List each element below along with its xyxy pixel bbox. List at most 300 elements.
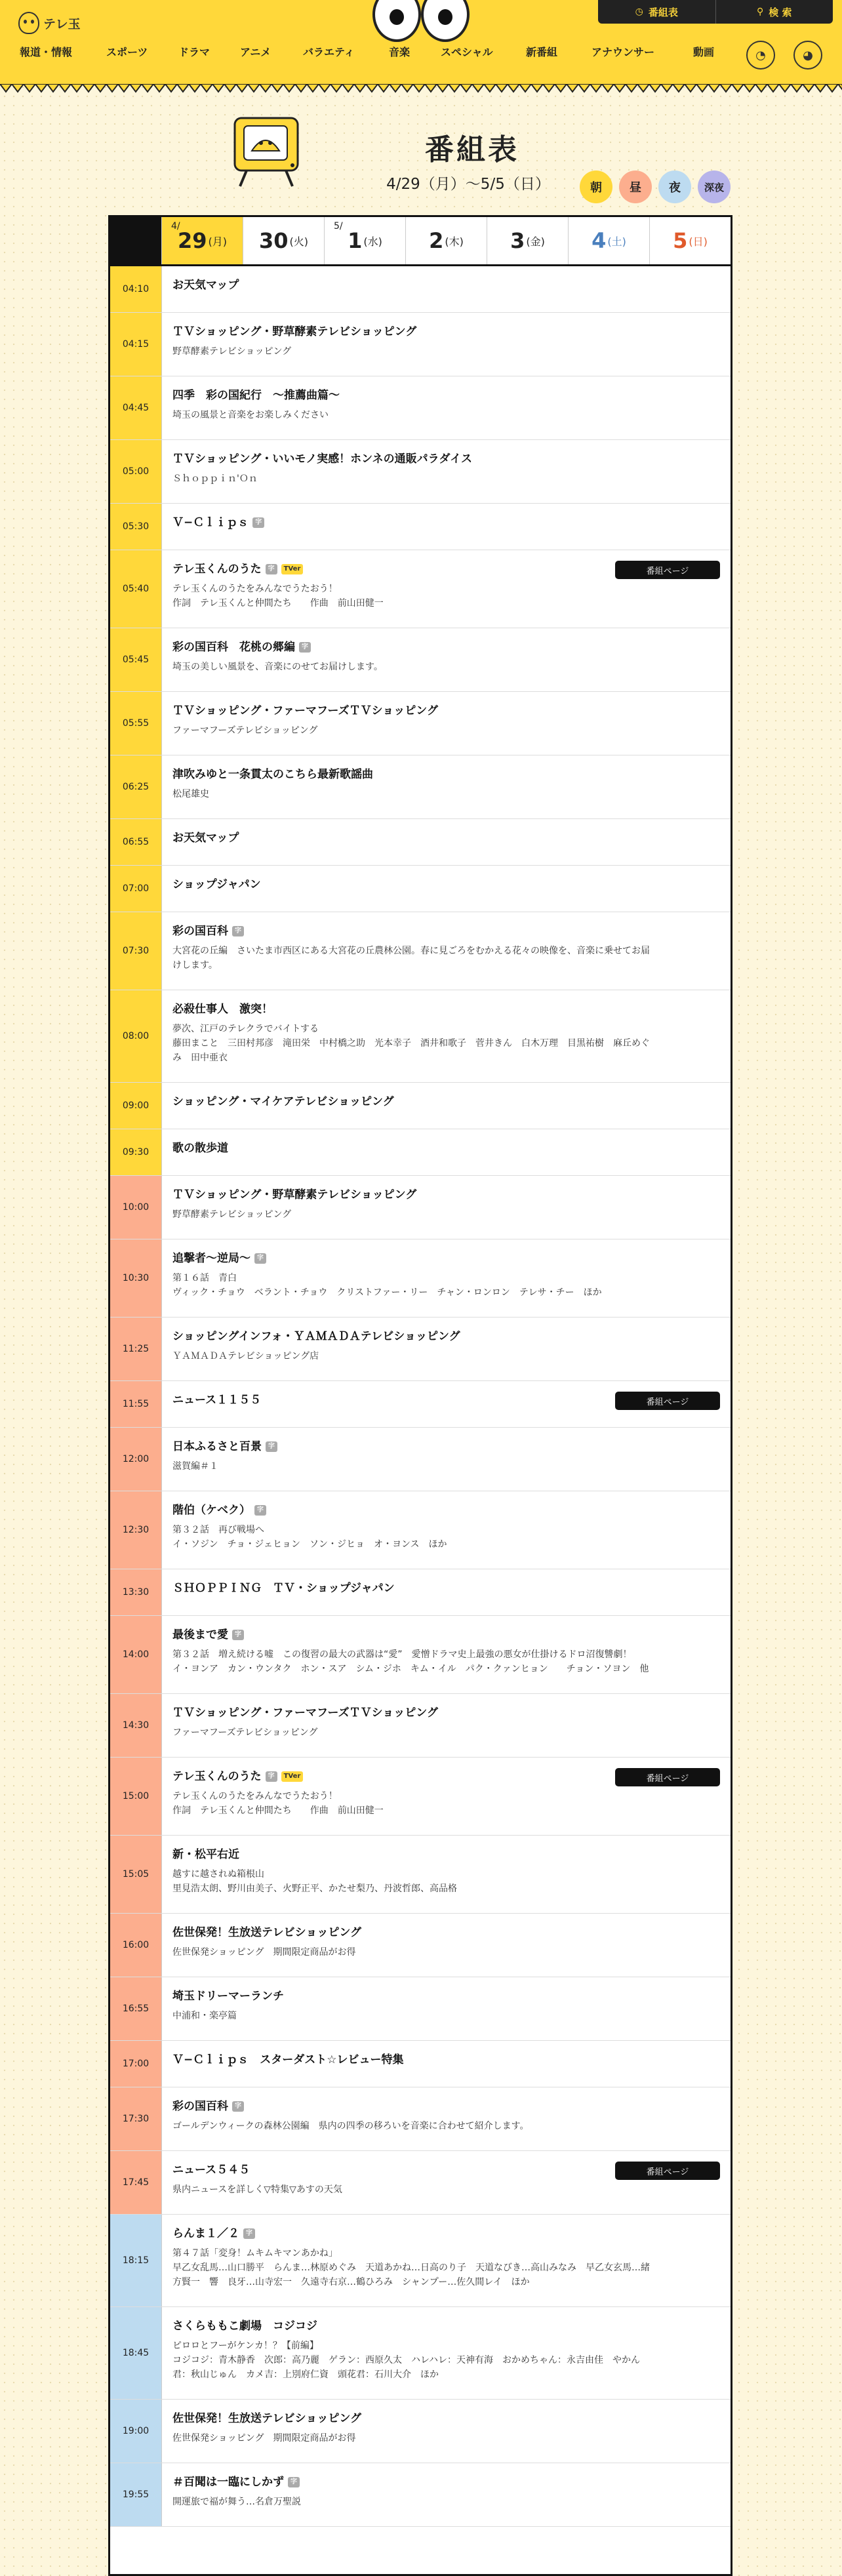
site-logo[interactable] (18, 12, 81, 34)
program-row[interactable] (110, 1083, 731, 1129)
program-time: 11:55 (110, 1381, 162, 1427)
program-cell (162, 1176, 731, 1239)
clock-icon: ◷ (635, 7, 643, 17)
program-title-line (172, 1251, 721, 1266)
program-page-button[interactable]: 番組ページ (615, 561, 720, 579)
program-description (172, 472, 721, 486)
program-title-line (172, 325, 721, 339)
program-row[interactable] (110, 866, 731, 912)
program-description (172, 2119, 721, 2133)
program-cell (162, 1758, 731, 1835)
program-title-line (172, 2099, 721, 2114)
program-description-line: 早乙女乱馬…山口勝平 らんま…林原めぐみ 天道あかね…日高のり子 天道なびき…高山みなみ 早乙女玄馬…緒 (172, 2263, 650, 2273)
program-description (172, 582, 721, 611)
search-icon: ⚲ (757, 7, 764, 17)
program-time: 19:55 (110, 2463, 162, 2526)
program-description-line: テレ玉くんのうたをみんなでうたおう！ (172, 584, 338, 594)
program-description-line: み 田中亜衣 (172, 1053, 228, 1063)
day-weekday: (月) (208, 235, 228, 248)
day-tab-1[interactable] (324, 217, 405, 264)
nav-video[interactable]: 動画 (693, 45, 715, 58)
program-title-line (172, 1847, 721, 1862)
program-cell (162, 1914, 731, 1977)
program-title-line (172, 1329, 721, 1344)
program-title[interactable]: ショップジャパン (172, 878, 261, 891)
program-title[interactable]: Ｖ−Ｃｌｉｐｓ スターダスト☆レビュー特集 (172, 2053, 404, 2066)
subtitle-badge: 字 (288, 2477, 300, 2487)
program-time: 06:25 (110, 755, 162, 818)
program-description-line: ファーマフーズテレビショッピング (172, 1727, 318, 1738)
subtitle-badge: 字 (266, 564, 277, 574)
program-row[interactable] (110, 376, 731, 440)
program-description-line: 滋賀編＃１ (172, 1461, 218, 1472)
program-description-line: 作詞 テレ玉くんと仲間たち 作曲 前山田健一 (172, 1805, 384, 1816)
character-alt-icon[interactable]: ◕ (793, 41, 822, 70)
program-cell (162, 1694, 731, 1757)
program-row[interactable] (110, 1836, 731, 1914)
program-description-line: 第１６話 青白 (172, 1273, 237, 1283)
program-time: 04:10 (110, 266, 162, 312)
program-description-line: 作詞 テレ玉くんと仲間たち 作曲 前山田健一 (172, 598, 384, 609)
program-row[interactable] (110, 1569, 731, 1616)
program-cell (162, 2041, 731, 2087)
program-row[interactable] (110, 1381, 731, 1428)
program-title-line (172, 1095, 721, 1109)
program-time: 18:15 (110, 2215, 162, 2306)
program-row[interactable] (110, 2041, 731, 2087)
nav-drama[interactable]: ドラマ (178, 45, 210, 58)
program-description (172, 2495, 721, 2509)
program-row[interactable] (110, 1239, 731, 1318)
program-row[interactable] (110, 755, 731, 819)
program-title-line (172, 278, 721, 292)
mascot-face-icon (18, 12, 39, 34)
program-description (172, 2431, 721, 2445)
program-description-line: 松尾雄史 (172, 789, 209, 799)
program-title-line (172, 2053, 721, 2067)
day-number: 30 (258, 228, 289, 253)
logo-text: テレ玉 (43, 16, 81, 31)
program-title[interactable]: お天気マップ (172, 832, 239, 845)
program-row[interactable] (110, 266, 731, 313)
program-row[interactable] (110, 2215, 731, 2307)
top-utility-bar (598, 0, 833, 24)
program-row[interactable] (110, 912, 731, 990)
program-description-line: 県内ニュースを詳しく▽特集▽あすの天気 (172, 2184, 342, 2195)
program-cell (162, 1836, 731, 1913)
program-title-line (172, 877, 721, 892)
program-title-line (172, 1925, 721, 1940)
day-weekday: (金) (526, 235, 545, 248)
program-row[interactable] (110, 1428, 731, 1491)
program-row[interactable] (110, 1616, 731, 1694)
nav-anime[interactable]: アニメ (240, 45, 271, 58)
program-time: 11:25 (110, 1318, 162, 1380)
program-time: 04:45 (110, 376, 162, 439)
latenight-jump-button[interactable]: 深夜 (698, 171, 731, 203)
day-tab-30[interactable] (243, 217, 324, 264)
morning-jump-button[interactable]: 朝 (580, 171, 612, 203)
program-time: 17:30 (110, 2087, 162, 2150)
program-description (172, 723, 721, 738)
program-cell (162, 1616, 731, 1693)
program-row[interactable] (110, 1758, 731, 1836)
program-cell (162, 755, 731, 818)
program-description-line: 佐世保発ショッピング 期間限定商品がお得 (172, 2433, 356, 2444)
program-time: 09:30 (110, 1129, 162, 1175)
program-description-line: ヴィック・チョウ ベラント・チョウ クリストファー・リー チャン・ロンロン テレサ・チー ほか (172, 1287, 602, 1298)
program-time: 19:00 (110, 2400, 162, 2463)
nav-news[interactable]: 報道・情報 (20, 45, 73, 58)
tver-badge: TVer (281, 564, 304, 574)
program-time: 17:00 (110, 2041, 162, 2087)
program-title-line (172, 2411, 721, 2426)
subtitle-badge: 字 (232, 1630, 244, 1640)
program-cell (162, 440, 731, 503)
program-cell (162, 2151, 731, 2214)
program-title[interactable]: ＴＶショッピング・野草酵素テレビショッピング (172, 1188, 417, 1201)
program-cell (162, 1428, 731, 1491)
site-header (0, 0, 842, 84)
tver-badge: TVer (281, 1771, 304, 1782)
program-cell (162, 1083, 731, 1129)
page-title: 番組表 (425, 133, 519, 167)
program-description (172, 344, 721, 359)
program-description-line: 第３２話 増え続ける嘘 この復習の最大の武器は“愛” 愛憎ドラマ史上最強の悪女が仕掛けるドロ沼復讐劇！ (172, 1649, 632, 1660)
program-description-line: 野草酵素テレビショッピング (172, 1209, 292, 1220)
program-description-line: 藤田まこと 三田村邦彦 滝田栄 中村橋之助 光本幸子 酒井和歌子 菅井きん 白木万理 目黒祐樹 麻丘めぐ (172, 1038, 650, 1049)
program-description-line: 開運旅で福が舞う…名倉万聖説 (172, 2497, 301, 2507)
evening-jump-button[interactable]: 夜 (658, 171, 691, 203)
program-description-line: イ・ヨンア カン・ウンタク ホン・スア シム・ジホ キム・イル パク・クァンヒョン チョン・ソヨン 他 (172, 1664, 649, 1674)
program-description-line: 越すに越されぬ箱根山 (172, 1869, 264, 1880)
program-row[interactable] (110, 819, 731, 866)
program-cell (162, 1129, 731, 1175)
program-row[interactable] (110, 990, 731, 1083)
program-description (172, 1022, 721, 1065)
program-description (172, 1945, 721, 1960)
program-cell (162, 1318, 731, 1380)
program-time: 17:45 (110, 2151, 162, 2214)
program-description (172, 1789, 721, 1818)
program-title[interactable]: 最後まで愛 (172, 1628, 228, 1641)
program-description (172, 408, 721, 422)
program-time: 05:40 (110, 550, 162, 628)
program-title-line (172, 1141, 721, 1156)
program-row[interactable] (110, 313, 731, 376)
program-cell (162, 819, 731, 865)
program-description-line: 埼玉の美しい風景を、音楽にのせてお届けします。 (172, 662, 383, 672)
program-cell (162, 2307, 731, 2399)
program-time: 09:00 (110, 1083, 162, 1129)
program-row[interactable] (110, 692, 731, 755)
day-number: 2 (429, 228, 444, 253)
program-description-line: コジコジ：青木静香 次郎：高乃麗 ゲラン：西原久太 ハレハレ：天神有海 おかめちゃん：永吉由佳 やかん (172, 2355, 641, 2365)
program-page-button[interactable]: 番組ページ (615, 1392, 720, 1410)
program-description (172, 787, 721, 801)
program-description (172, 2009, 721, 2023)
program-title-line (172, 767, 721, 782)
program-title[interactable]: 埼玉ドリーマーランチ (172, 1990, 284, 2003)
program-description-line: イ・ソジン チョ・ジェヒョン ソン・ジヒョ オ・ヨンス ほか (172, 1539, 447, 1550)
program-row[interactable] (110, 2151, 731, 2215)
program-time: 07:30 (110, 912, 162, 990)
program-description (172, 2339, 721, 2382)
program-description (172, 1867, 721, 1896)
nav-sports[interactable]: スポーツ (106, 45, 148, 58)
nav-special[interactable]: スペシャル (441, 45, 493, 58)
nav-music[interactable]: 音楽 (389, 45, 411, 58)
program-row[interactable] (110, 440, 731, 504)
program-description-line: 第３２話 再び戦場へ (172, 1525, 264, 1535)
program-description-line: テレ玉くんのうたをみんなでうたおう！ (172, 1791, 338, 1801)
program-title-line (172, 1581, 721, 1596)
program-title[interactable]: お天気マップ (172, 279, 239, 292)
subtitle-badge: 字 (232, 926, 244, 936)
program-title-line (172, 1439, 721, 1454)
program-title-line (172, 2319, 721, 2333)
program-cell (162, 376, 731, 439)
program-title-line (172, 1188, 721, 1202)
program-cell (162, 912, 731, 990)
program-time: 06:55 (110, 819, 162, 865)
program-description-line: ＹＡＭＡＤＡテレビショッピング店 (172, 1351, 319, 1361)
program-row[interactable] (110, 2400, 731, 2463)
program-title[interactable]: ショッピング・マイケアテレビショッピング (172, 1095, 394, 1108)
day-tab-2[interactable] (405, 217, 487, 264)
program-title[interactable]: 佐世保発！生放送テレビショッピング (172, 2412, 361, 2425)
program-cell (162, 1491, 731, 1569)
program-description-line: 野草酵素テレビショッピング (172, 346, 292, 357)
program-title[interactable]: 佐世保発！生放送テレビショッピング (172, 1926, 361, 1939)
program-title[interactable]: テレ玉くんのうた (172, 1770, 262, 1783)
search-button[interactable] (715, 0, 833, 24)
day-number: 5 (673, 228, 688, 253)
program-title[interactable]: テレ玉くんのうた (172, 563, 262, 576)
program-row[interactable] (110, 2087, 731, 2151)
nav-new-programs[interactable]: 新番組 (526, 45, 558, 58)
day-number: 29 (177, 228, 207, 253)
program-time: 10:30 (110, 1239, 162, 1317)
program-title-line (172, 2475, 721, 2489)
search-label: 検 索 (769, 6, 792, 18)
program-time: 05:00 (110, 440, 162, 503)
program-title-line (172, 640, 721, 654)
program-description (172, 944, 721, 973)
subtitle-badge: 字 (266, 1771, 277, 1782)
program-cell (162, 2463, 731, 2526)
program-title[interactable]: 四季 彩の国紀行 〜推薦曲篇〜 (172, 389, 340, 402)
program-title-line (172, 1989, 721, 2003)
program-cell (162, 2400, 731, 2463)
program-title-line (172, 515, 721, 530)
program-time: 08:00 (110, 990, 162, 1082)
program-description-line: 中浦和・楽亭篇 (172, 2011, 237, 2021)
program-title[interactable]: 日本ふるさと百景 (172, 1440, 262, 1453)
header-zigzag-edge (0, 84, 842, 97)
title-block (231, 109, 729, 201)
subtitle-badge: 字 (252, 517, 264, 528)
program-time: 16:00 (110, 1914, 162, 1977)
program-description (172, 1647, 721, 1676)
program-time: 12:00 (110, 1428, 162, 1491)
subtitle-badge: 字 (232, 2101, 244, 2112)
program-title[interactable]: Ｖ−Ｃｌｉｐｓ (172, 516, 249, 529)
program-title-line (172, 704, 721, 718)
program-description (172, 660, 721, 674)
day-tab-29[interactable] (161, 217, 243, 264)
program-page-button[interactable]: 番組ページ (615, 2162, 720, 2180)
program-time: 18:45 (110, 2307, 162, 2399)
program-cell (162, 692, 731, 755)
program-description (172, 1725, 721, 1740)
program-description (172, 1459, 721, 1474)
program-row[interactable] (110, 1318, 731, 1381)
program-time: 16:55 (110, 1977, 162, 2040)
program-title-line (172, 1503, 721, 1518)
program-cell (162, 1569, 731, 1615)
program-row[interactable] (110, 628, 731, 692)
program-title[interactable]: 新・松平右近 (172, 1848, 239, 1861)
program-time: 14:30 (110, 1694, 162, 1757)
program-description (172, 1523, 721, 1552)
program-cell (162, 1977, 731, 2040)
program-description-line: 君：秋山じゅん カメ吉：上別府仁資 頭花君：石川大介 ほか (172, 2369, 439, 2380)
program-row[interactable] (110, 1977, 731, 2041)
program-page-button[interactable]: 番組ページ (615, 1768, 720, 1786)
program-title[interactable]: ＳＨＯＰＰＩＮＧ ＴＶ・ショップジャパン (172, 1582, 395, 1595)
program-row[interactable] (110, 2307, 731, 2400)
day-weekday: (水) (363, 235, 382, 248)
program-title[interactable]: 追撃者〜逆局〜 (172, 1252, 251, 1265)
program-title[interactable]: 彩の国百科 花桃の郷編 (172, 641, 295, 654)
program-title[interactable]: ＴＶショッピング・ファーマフーズＴＶショッピング (172, 1706, 438, 1720)
program-description-line: ファーマフーズテレビショッピング (172, 725, 318, 736)
program-description-line: ゴールデンウィークの森林公園編 県内の四季の移ろいを音楽に合わせて紹介します。 (172, 2121, 529, 2131)
program-title[interactable]: 彩の国百科 (172, 925, 228, 938)
day-tab-5[interactable] (649, 217, 731, 264)
program-description (172, 2246, 721, 2289)
program-description-line: けします。 (172, 960, 218, 971)
program-cell (162, 1239, 731, 1317)
daytime-jump-button[interactable]: 昼 (619, 171, 652, 203)
program-title[interactable]: ＴＶショッピング・野草酵素テレビショッピング (172, 325, 417, 338)
program-title[interactable]: ＴＶショッピング・ファーマフーズＴＶショッピング (172, 704, 438, 717)
day-weekday: (日) (689, 235, 708, 248)
program-description-line: 夢次、江戸のテレクラでバイトする (172, 1024, 319, 1034)
program-list (110, 266, 731, 2527)
program-title[interactable]: ニュース５４５ (172, 2163, 251, 2177)
program-time: 15:05 (110, 1836, 162, 1913)
day-tabs (110, 217, 731, 266)
program-time: 14:00 (110, 1616, 162, 1693)
day-month: 5/ (334, 221, 343, 231)
day-number: 3 (510, 228, 525, 253)
program-cell (162, 2087, 731, 2150)
program-cell (162, 504, 731, 550)
program-title[interactable]: 津吹みゆと一条貫太のこちら最新歌謡曲 (172, 768, 373, 781)
program-cell (162, 266, 731, 312)
program-time: 05:55 (110, 692, 162, 755)
day-corner (110, 217, 161, 264)
program-title-line (172, 831, 721, 845)
program-description-line: 大宮花の丘編 さいたま市西区にある大宮花の丘農林公園。春に見ごろをむかえる花々の映像を、音楽に乗せてお届 (172, 946, 650, 956)
day-number: 4 (591, 228, 607, 253)
program-description-line: 第４７話「変身！ムキムキマンあかね」 (172, 2248, 338, 2259)
schedule-grid (108, 215, 732, 2576)
program-time: 13:30 (110, 1569, 162, 1615)
nav-variety[interactable]: バラエティ (303, 45, 355, 58)
program-description-line: Ｓｈｏｐｐｉｎ'Ｏｎ (172, 473, 258, 484)
program-title-line (172, 924, 721, 938)
program-cell (162, 990, 731, 1082)
program-title-line (172, 1706, 721, 1720)
program-row[interactable] (110, 1491, 731, 1569)
day-weekday: (土) (607, 235, 626, 248)
day-tab-4[interactable] (568, 217, 649, 264)
program-title-line (172, 1628, 721, 1642)
day-weekday: (木) (445, 235, 464, 248)
day-tab-3[interactable] (487, 217, 568, 264)
program-row[interactable] (110, 1176, 731, 1239)
program-time: 04:15 (110, 313, 162, 376)
program-title-line (172, 452, 721, 466)
program-time: 07:00 (110, 866, 162, 912)
program-title[interactable]: 階伯（ケベク） (172, 1504, 251, 1517)
program-row[interactable] (110, 1694, 731, 1758)
program-row[interactable] (110, 2463, 731, 2527)
program-description (172, 1207, 721, 1222)
program-title[interactable]: ニュース１１５５ (172, 1394, 262, 1407)
program-title-line (172, 1002, 721, 1016)
program-description-line: ピロロとフーがケンカ！？【前編】 (172, 2341, 319, 2351)
program-time: 05:30 (110, 504, 162, 550)
schedule-link[interactable] (598, 0, 715, 24)
program-time: 10:00 (110, 1176, 162, 1239)
day-weekday: (火) (289, 235, 309, 248)
program-time: 05:45 (110, 628, 162, 691)
program-title-line (172, 388, 721, 403)
program-title[interactable]: 彩の国百科 (172, 2100, 228, 2113)
program-row[interactable] (110, 1914, 731, 1977)
subtitle-badge: 字 (299, 642, 311, 653)
program-description-line: 埼玉の風景と音楽をお楽しみください (172, 410, 329, 420)
character-icon[interactable]: ◔ (746, 41, 775, 70)
program-cell (162, 313, 731, 376)
program-title[interactable]: ショッピングインフォ・ＹＡＭＡＤＡテレビショッピング (172, 1330, 460, 1343)
program-title[interactable]: らんま１／２ (172, 2227, 239, 2240)
program-description-line: 方賢一 響 良牙…山寺宏一 久遠寺右京…鶴ひろみ シャンプー…佐久間レイ ほか (172, 2277, 530, 2287)
program-description (172, 1349, 721, 1363)
tv-mascot-icon (231, 111, 303, 189)
nav-announcer[interactable]: アナウンサー (591, 45, 655, 58)
date-range: 4/29（月）〜5/5（日） (386, 176, 550, 193)
program-title[interactable]: ＃百聞は一臨にしかず (172, 2476, 284, 2489)
program-title[interactable]: さくらももこ劇場 コジコジ (172, 2320, 317, 2333)
subtitle-badge: 字 (254, 1505, 266, 1516)
program-cell (162, 550, 731, 628)
program-row[interactable] (110, 550, 731, 628)
program-title[interactable]: 必殺仕事人 激突！ (172, 1003, 273, 1016)
program-row[interactable] (110, 504, 731, 550)
program-title[interactable]: ＴＶショッピング・いいモノ実感！ホンネの通販パラダイス (172, 453, 472, 466)
program-title[interactable]: 歌の散歩道 (172, 1142, 228, 1155)
program-row[interactable] (110, 1129, 731, 1176)
program-description (172, 1271, 721, 1300)
program-description-line: 佐世保発ショッピング 期間限定商品がお得 (172, 1947, 356, 1958)
program-description (172, 2183, 721, 2197)
program-time: 15:00 (110, 1758, 162, 1835)
